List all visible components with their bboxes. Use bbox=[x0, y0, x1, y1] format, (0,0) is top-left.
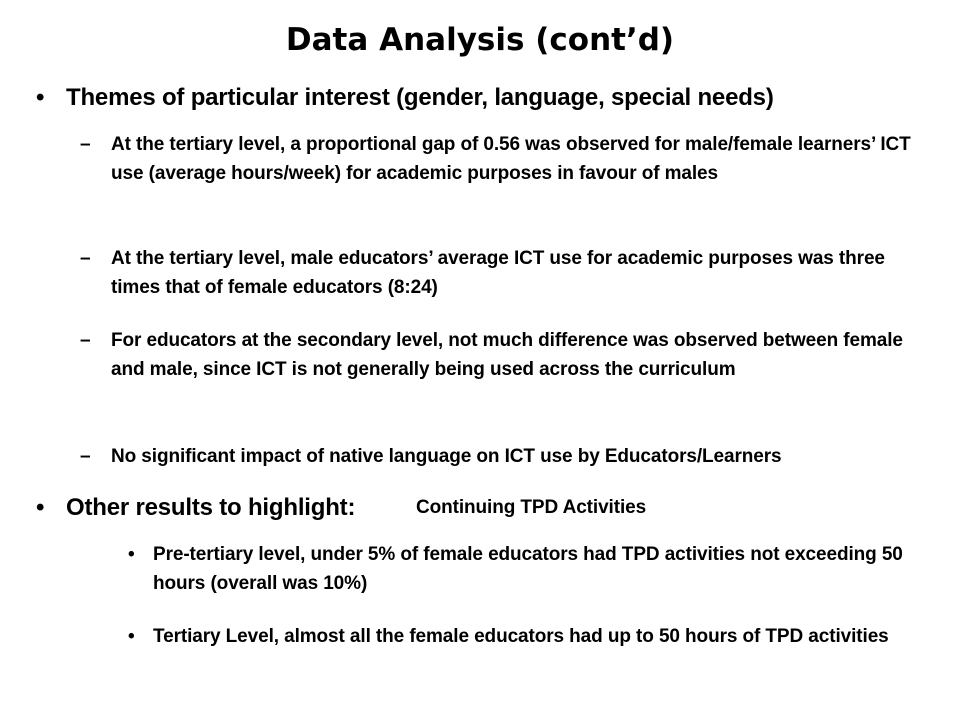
other-results-heading: Other results to highlight: bbox=[66, 494, 356, 521]
dash-icon: – bbox=[80, 446, 91, 467]
sub-bullet-text: No significant impact of native language on ICT use by Educators/Learners bbox=[111, 446, 782, 467]
dash-icon: – bbox=[80, 330, 91, 351]
sub-bullet-text: At the tertiary level, a proportional gap of 0.56 was observed for male/female learners’ ICT use (average hours/week) for academic purposes in favour of males bbox=[111, 134, 911, 184]
bullet-icon: • bbox=[128, 626, 135, 647]
themes-heading: Themes of particular interest (gender, language, special needs) bbox=[66, 84, 774, 111]
bullet-icon: • bbox=[36, 84, 45, 111]
continuing-tpd-label: Continuing TPD Activities bbox=[416, 497, 647, 518]
tpd-bullet-text: Pre-tertiary level, under 5% of female educators had TPD activities not exceeding 50 hours (overall was 10%) bbox=[153, 544, 903, 594]
sub-bullet-text: For educators at the secondary level, not much difference was observed between female and male, since ICT is not generally being used across the curriculum bbox=[111, 330, 903, 380]
bullet-icon: • bbox=[36, 494, 45, 521]
tpd-bullet-text: Tertiary Level, almost all the female educators had up to 50 hours of TPD activities bbox=[153, 626, 889, 647]
dash-icon: – bbox=[80, 134, 91, 155]
dash-icon: – bbox=[80, 248, 91, 269]
sub-bullet-text: At the tertiary level, male educators’ average ICT use for academic purposes was three times that of female educators (8:24) bbox=[111, 248, 885, 298]
bullet-icon: • bbox=[128, 544, 135, 565]
slide-title: Data Analysis (cont’d) bbox=[285, 22, 675, 58]
